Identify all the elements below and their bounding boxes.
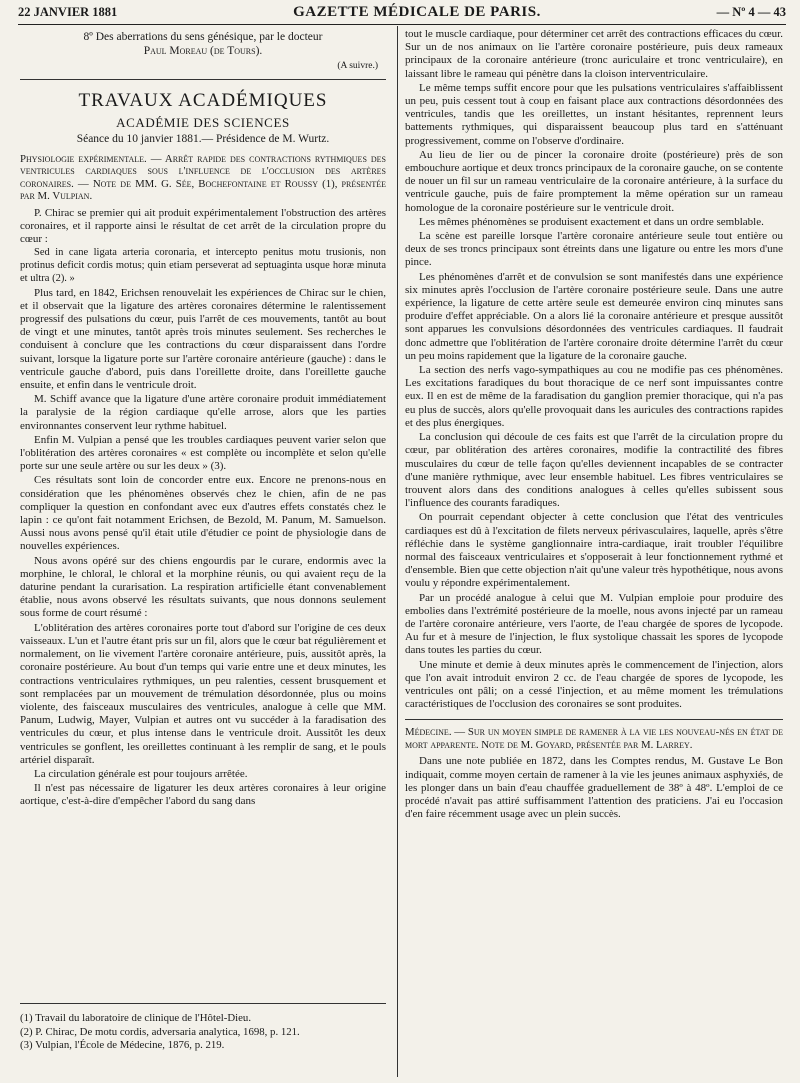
left-column [20, 28, 386, 810]
paragraph: La conclusion qui découle de ces faits est que l'arrêt de la circulation propre du cœur, par oblitération des artères coronaires, modifie la contractilité des fibres musculaires du cœur de telle façon qu'elles deviennent incapables de se contracter d'une manière rythmique, avec leur ensemble habituel. Les fibres ventriculaires se trouvent alors dans des conditions analogues à celles qu'elles subissent sous l'influence des courants faradiques. [405, 431, 783, 510]
paragraph: Plus tard, en 1842, Erichsen renouvelait les expériences de Chirac sur le chien, et il observait que la ligature des artères coronaires détermine le ralentissement progressif des pulsations du cœur, puis l'arrêt de ces mouvements, tantôt au bout de vingt et une minutes, tantôt après trois minutes seulement. Ses recherches le conduisent à conclure que les contractions du cœur disparaissent dans l'ordre suivant, lorsque la ligature porte sur l'artère coronaire antérieure (gauche) : dans le ventricule gauche d'abord, puis dans l'oreillette droite, dans l'oreillette gauche ensuite, et enfin dans le ventricule droit. [20, 286, 386, 392]
paragraph: M. Schiff avance que la ligature d'une artère coronaire produit immédiatement la paralysie de la région cardiaque qu'elle arrose, alors que les parties environnantes conservent leur rythme habituel. [20, 393, 386, 432]
section-title-travaux: TRAVAUX ACADÉMIQUES [78, 90, 328, 112]
a-suivre: (A suivre.) [337, 61, 378, 71]
paragraph: Les mêmes phénomènes se produisent exactement et dans un ordre semblable. [419, 215, 764, 228]
paragraph: Ces résultats sont loin de concorder entre eux. Encore ne prenons-nous en considération que les phénomènes observés chez le chien, afin de ne pas compliquer la question en confondant avec eux d'autres effets constatés chez le lapin : ce qu'ont fait notamment Erichsen, de Bezold, M. Panum, M. Samuelson. Aussi nous avons pensé qu'il était utile d'étudier ce point de physiologie dans de nouvelles expériences. [20, 474, 386, 553]
header-date: 22 JANVIER 1881 [18, 4, 118, 19]
header-journal-title: GAZETTE MÉDICALE DE PARIS. [293, 3, 541, 20]
section-title-academie: ACADÉMIE DES SCIENCES [116, 115, 290, 131]
list-item-8-line1: 8º Des aberrations du sens génésique, par le docteur [83, 31, 323, 43]
footnote-1: (1) Travail du laboratoire de clinique de l'Hôtel-Dieu. [20, 1012, 252, 1024]
paragraph: Dans une note publiée en 1872, dans les Comptes rendus, M. Gustave Le Bon indiquait, comme moyen certain de ramener à la vie les jeunes animaux asphyxiés, de les plonger dans un bain d'eau chauffée graduellement de 38º à 48º. L'emploi de ce procédé n'avait pas attiré suffisamment l'attention des praticiens. J'ai eu l'occasion d'en faire récemment usage avec un plein succès. [405, 755, 783, 821]
paragraph: Il n'est pas nécessaire de ligaturer les deux artères coronaires à leur origine aortique, c'est-à-dire d'empêcher l'abord du sang dans [20, 782, 386, 808]
paragraph: Par un procédé analogue à celui que M. Vulpian emploie pour produire des embolies dans l'extrémité postérieure de la moelle, nous avons injecté par un rameau de l'artère coronaire antérieure, vers l'aorte, de l'eau chargée de spores de lycopode. Au fur et à mesure de l'injection, le flux systolique chassait les spores de lycopode dans toutes les parties du cœur. [405, 591, 783, 657]
page-header [18, 0, 786, 25]
paragraph: On pourrait cependant objecter à cette conclusion que l'état des ventricules cardiaques est dû à l'excitation de filets nerveux périvasculaires, laquelle, après s'être réfléchie dans le système ganglionnaire intra-cardiaque, irait troubler l'équilibre normal des faisceaux ventriculaires et s'opposerait à leur fonctionnement rythmé et d'ensemble. Bien que cette objection n'ait qu'une valeur très hypothétique, nous avons voulu y répondre expérimentalement. [405, 511, 783, 590]
footnote-3: (3) Vulpian, l'École de Médecine, 1876, p. 219. [20, 1039, 225, 1051]
paragraph: Les phénomènes d'arrêt et de convulsion se sont manifestés dans une expérience six minutes après l'occlusion de l'artère coronaire postérieure seule. Dans une autre expérience, la ligature de cette artère seule est demeurée environ cinq minutes sans produire d'effet appréciable. On a alors lié la coronaire antérieure et presque aussitôt sont apparues les convulsions désordonnées des ventricules cardiaques. Il faudrait donc admettre que l'oblitération de l'artère coronaire droite détermine l'arrêt du cœur un peu moins rapidement que la ligature de la coronaire gauche. [405, 270, 783, 362]
article-heading-medecine: Médecine. — Sur un moyen simple de ramener à la vie les nouveau-nés en état de mort apparente. Note de M. Goyard, présentée par M. Larrey. [405, 726, 783, 751]
right-column [405, 28, 783, 822]
footnote-2: (2) P. Chirac, De motu cordis, adversaria analytica, 1698, p. 121. [20, 1025, 300, 1038]
footnotes [20, 1003, 386, 1053]
divider [405, 719, 783, 720]
list-item-8-line2: Paul Moreau (de Tours). [143, 45, 263, 57]
paragraph: Enfin M. Vulpian a pensé que les troubles cardiaques peuvent varier selon que l'oblitération des artères coronaires « est complète ou incomplète et selon qu'elle porte sur une seule artère ou sur les deux » (3). [20, 433, 386, 473]
list-item-8 [20, 30, 386, 58]
paragraph: La section des nerfs vago-sympathiques au cou ne modifie pas ces phénomènes. Les excitations faradiques du bout thoracique de ce nerf sont impuissantes contre eux. Il en est de même de la faradisation du ganglion premier thoracique, qui n'a pas eu plus de succès, alors qu'elle provoquait dans les auricules des contractions rapides et des plus énergiques. [405, 364, 783, 429]
paragraph: Au lieu de lier ou de pincer la coronaire droite (postérieure) près de son embouchure aortique et deux troncs principaux de la coronaire gauche, on se contente de nouer un fil sur un rameau ventriculaire de la coronaire antérieure, à la surface du ventricule gauche, puis de faire promptement la même opération sur un rameau homologue de la coronaire postérieure sur le ventricule droit. [405, 148, 783, 214]
paragraph: L'oblitération des artères coronaires porte tout d'abord sur l'origine de ces deux vaisseaux. L'un et l'autre étant pris sur un fil, alors que le cœur bat régulièrement et normalement, on lie vivement l'artère coronaire antérieure, puis, aussitôt après, la coronaire postérieure. Au bout d'un temps qui varie entre une et deux minutes, les contractions ventriculaires rythmiques, un peu ralenties, cessent brusquement et sont remplacées par un mouvement de trémulation désordonnée, plus ou moins violente, des faisceaux musculaires des ventricules, analogue à celle que MM. Panum, Ludwig, Mayer, Vulpian et autres ont vu succéder à la faradisation des ventricules du cœur, et plus intense dans le ventricule droit. Aussitôt les deux ventricules se gonflent, les oreillettes continuant à les remplir de sang, et le pouls artériel disparaît. [20, 621, 386, 766]
paragraph: Nous avons opéré sur des chiens engourdis par le curare, endormis avec la morphine, le chloral, le chloral et la morphine réunis, ou qui avaient reçu de la daturine pendant la curarisation. La respiration artificielle étant convenablement établie, nous avons observé les résultats suivants, que nous donnons seulement sous forme de court résumé : [20, 554, 386, 620]
paragraph: tout le muscle cardiaque, pour déterminer cet arrêt des contractions efficaces du cœur. Sur un de nos animaux on lie l'artère coronaire postérieure, puis deux rameaux principaux de la coronaire antérieure (tronc auriculaire et tronc ventriculaire), en laissant libre le rameau qui pénètre dans la cloison interventriculaire. [405, 28, 783, 80]
divider [20, 79, 386, 80]
paragraph: P. Chirac se premier qui ait produit expérimentalement l'obstruction des artères coronaires, et il rapporte ainsi le résultat de cet arrêt de la circulation propre du cœur : [20, 206, 386, 246]
paragraph: La scène est pareille lorsque l'artère coronaire antérieure seule tout entière ou deux de ses troncs principaux sont étreints dans une ligature ou entre les mors d'une pince. [405, 230, 783, 269]
paragraph: Le même temps suffit encore pour que les pulsations ventriculaires s'affaiblissent un peu, puis cessent tout à coup en faisant place aux contractions désordonnées des ventricules, tandis que les oreillettes, un instant hésitantes, reprennent leurs battements rythmiques, qui disparaissent beaucoup plus tard en s'atténuant progressivement, comme on l'observe d'ordinaire. [405, 81, 783, 147]
paragraph: La circulation générale est pour toujours arrêtée. [34, 767, 248, 780]
seance-line: Séance du 10 janvier 1881.— Présidence de M. Wurtz. [76, 133, 330, 146]
paragraph: Une minute et demie à deux minutes après le commencement de l'injection, alors que l'on avait introduit environ 2 cc. de l'eau chargée de spores de lycopode, les ventricules ont pâli; on a cessé l'injection, et au même moment les trémulations caractéristiques de l'occlusion des coronaires se sont produites. [405, 658, 783, 711]
column-divider [397, 26, 398, 1077]
latin-quote: Sed in cane ligata arteria coronaria, et intercepto penitus motu trusionis, non protinus deficit cordis motus; quin etiam perseverat ad septuaginta usque horæ minuta et ultra (2). » [20, 247, 386, 284]
header-issue-page: — Nº 4 — 43 [716, 4, 786, 19]
article-heading: Physiologie expérimentale. — Arrêt rapide des contractions rythmiques des ventricules cardiaques sous l'influence de l'occlusion des artères coronaires. — Note de MM. G. Sée, Bochefontaine et Roussy (1), présentée par M. Vulpian. [20, 152, 386, 203]
